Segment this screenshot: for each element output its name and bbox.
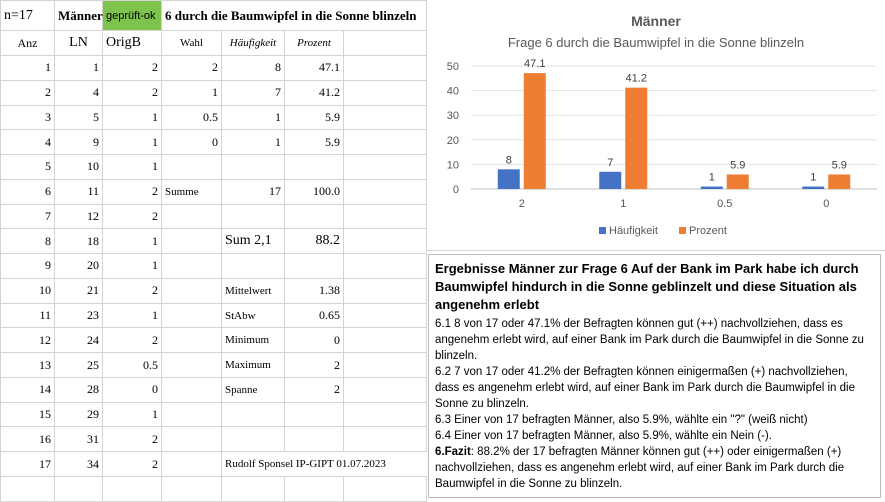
cell-anz[interactable]: 6 bbox=[1, 179, 55, 204]
chart-subtitle: Frage 6 durch die Baumwipfel in die Sonne blinzeln bbox=[507, 35, 805, 50]
results-summary-textbox[interactable] bbox=[428, 254, 881, 498]
cell-empty[interactable] bbox=[162, 452, 222, 477]
cell-haeufigkeit[interactable]: 8 bbox=[222, 55, 285, 80]
cell-empty[interactable] bbox=[344, 278, 427, 303]
cell-wahl[interactable]: 1 bbox=[162, 80, 222, 105]
table-row bbox=[1, 328, 427, 353]
table-row bbox=[1, 80, 427, 105]
summary-paragraph: 6.4 Einer von 17 befragten Männer, also 5.9%, wählte ein Nein (-). bbox=[435, 430, 772, 442]
cell-prozent[interactable]: 41.2 bbox=[285, 80, 344, 105]
cell-ln[interactable]: 31 bbox=[55, 427, 103, 452]
cell-origb[interactable]: 2 bbox=[103, 204, 162, 229]
y-tick-label: 0 bbox=[452, 184, 459, 196]
cell-anz[interactable]: 14 bbox=[1, 377, 55, 402]
data-label: 5.9 bbox=[831, 159, 847, 172]
cell-n[interactable]: n=17 bbox=[1, 1, 55, 31]
cell-empty[interactable] bbox=[285, 155, 344, 180]
cell-anz[interactable]: 17 bbox=[1, 452, 55, 477]
cell-stat-label[interactable]: StAbw bbox=[222, 303, 285, 328]
cell-empty[interactable] bbox=[285, 204, 344, 229]
chart-y-axis bbox=[447, 61, 459, 196]
cell-origb[interactable]: 2 bbox=[103, 80, 162, 105]
y-tick-label: 50 bbox=[446, 61, 459, 73]
legend-label-prozent: Prozent bbox=[689, 225, 727, 237]
bar-prozent bbox=[625, 88, 647, 189]
conclusion-label: 6.Fazit bbox=[435, 446, 471, 458]
table-row bbox=[1, 179, 427, 204]
legend-label-haeufigkeit: Häufigkeit bbox=[609, 225, 658, 237]
cell-wahl[interactable]: 2 bbox=[162, 55, 222, 80]
cell-haeufigkeit[interactable]: 1 bbox=[222, 130, 285, 155]
x-tick-label: 0.5 bbox=[717, 198, 733, 210]
cell-prozent[interactable]: 47.1 bbox=[285, 55, 344, 80]
question-title: 6 durch die Baumwipfel in die Sonne blinzeln bbox=[165, 7, 417, 23]
cell-empty[interactable] bbox=[162, 155, 222, 180]
cell-origb[interactable]: 0.5 bbox=[103, 353, 162, 378]
cell-summe-p[interactable]: 100.0 bbox=[285, 179, 344, 204]
table-row bbox=[1, 105, 427, 130]
bar-chart[interactable] bbox=[426, 0, 885, 251]
cell-empty[interactable] bbox=[162, 229, 222, 254]
cell-ln[interactable]: 10 bbox=[55, 155, 103, 180]
cell-ln[interactable]: 29 bbox=[55, 402, 103, 427]
cell-empty[interactable] bbox=[162, 476, 222, 501]
cell-empty[interactable] bbox=[344, 303, 427, 328]
cell-empty[interactable] bbox=[162, 328, 222, 353]
summary-paragraph: 6.2 7 von 17 oder 41.2% der Befragten können einigermaßen (+) nachvollziehen, dass es angenehm erlebt wird, auf einer Bank im Park durch die Baumwipfel in die Sonne zu blinzeln. bbox=[435, 366, 855, 410]
table-row bbox=[1, 427, 427, 452]
table-row bbox=[1, 155, 427, 180]
y-tick-label: 10 bbox=[446, 159, 459, 172]
cell-stat-value[interactable]: 2 bbox=[285, 353, 344, 378]
cell-haeufigkeit[interactable]: 7 bbox=[222, 80, 285, 105]
cell-origb[interactable]: 2 bbox=[103, 55, 162, 80]
conclusion-text: : 88.2% der 17 befragten Männer können gut (++) oder einigermaßen (+) nachvollziehen, dass es angenehm erlebt wird, auf einer Bank im Park durch die Baumwipfel in die Sonne zu blinzeln. bbox=[435, 446, 845, 490]
cell-ln[interactable]: 25 bbox=[55, 353, 103, 378]
data-label: 8 bbox=[505, 154, 512, 167]
cell-haeufigkeit[interactable]: 1 bbox=[222, 105, 285, 130]
cell-ln[interactable]: 21 bbox=[55, 278, 103, 303]
bar-haeufigkeit bbox=[599, 172, 621, 189]
table-row bbox=[1, 377, 427, 402]
cell-author[interactable] bbox=[222, 452, 427, 477]
chart-legend bbox=[599, 225, 727, 237]
table-row bbox=[1, 204, 427, 229]
cell-anz[interactable]: 10 bbox=[1, 278, 55, 303]
spreadsheet-grid bbox=[0, 0, 427, 502]
cell-origb[interactable]: 2 bbox=[103, 278, 162, 303]
cell-empty[interactable] bbox=[344, 254, 427, 279]
cell-empty[interactable] bbox=[344, 402, 427, 427]
cell-empty[interactable] bbox=[162, 204, 222, 229]
chart-canvas bbox=[427, 0, 885, 250]
cell-origb[interactable]: 2 bbox=[103, 427, 162, 452]
table-row bbox=[1, 476, 427, 501]
cell-status-badge[interactable]: geprüft-ok bbox=[103, 1, 162, 31]
cell-anz[interactable]: 9 bbox=[1, 254, 55, 279]
cell-empty[interactable] bbox=[1, 476, 55, 501]
x-tick-label: 0 bbox=[823, 198, 830, 210]
cell-wahl[interactable]: 0.5 bbox=[162, 105, 222, 130]
col-header-prozent[interactable]: Prozent bbox=[285, 31, 344, 56]
author-credit: Rudolf Sponsel IP-GIPT 01.07.2023 bbox=[225, 458, 386, 471]
chart-bars bbox=[498, 58, 851, 189]
cell-ln[interactable]: 12 bbox=[55, 204, 103, 229]
table-row bbox=[1, 402, 427, 427]
cell-origb[interactable]: 1 bbox=[103, 105, 162, 130]
cell-empty[interactable] bbox=[285, 402, 344, 427]
cell-anz[interactable]: 7 bbox=[1, 204, 55, 229]
cell-origb[interactable]: 1 bbox=[103, 254, 162, 279]
bar-prozent bbox=[727, 174, 749, 189]
bar-prozent bbox=[828, 174, 850, 189]
cell-question-title[interactable] bbox=[162, 1, 427, 31]
cell-ln[interactable]: 11 bbox=[55, 179, 103, 204]
y-tick-label: 20 bbox=[446, 134, 459, 147]
data-label: 7 bbox=[607, 156, 614, 169]
cell-ln[interactable]: 23 bbox=[55, 303, 103, 328]
cell-ln[interactable]: 5 bbox=[55, 105, 103, 130]
summary-heading: Ergebnisse Männer zur Frage 6 Auf der Bank im Park habe ich durch Baumwipfel hindurch in die Sonne geblinzelt und diese Situation als angenehm erlebt bbox=[435, 261, 859, 312]
cell-stat-value[interactable]: 1.38 bbox=[285, 278, 344, 303]
cell-empty[interactable] bbox=[222, 476, 285, 501]
cell-empty[interactable] bbox=[344, 377, 427, 402]
legend-swatch-haeufigkeit bbox=[599, 227, 606, 234]
cell-origb[interactable]: 2 bbox=[103, 179, 162, 204]
summary-paragraph: 6.3 Einer von 17 befragten Männer, also 5.9%, wählte ein "?" (weiß nicht) bbox=[435, 414, 808, 426]
cell-empty[interactable] bbox=[344, 55, 427, 80]
cell-anz[interactable]: 1 bbox=[1, 55, 55, 80]
cell-empty[interactable] bbox=[344, 80, 427, 105]
data-label: 1 bbox=[708, 171, 715, 184]
bar-haeufigkeit bbox=[498, 169, 520, 189]
bar-prozent bbox=[524, 73, 546, 189]
cell-stat-value[interactable]: 2 bbox=[285, 377, 344, 402]
col-header-wahl[interactable]: Wahl bbox=[162, 31, 222, 56]
table-row bbox=[1, 229, 427, 254]
cell-empty[interactable] bbox=[285, 254, 344, 279]
cell-anz[interactable]: 11 bbox=[1, 303, 55, 328]
cell-origb[interactable]: 2 bbox=[103, 328, 162, 353]
cell-origb[interactable]: 2 bbox=[103, 452, 162, 477]
x-tick-label: 2 bbox=[518, 198, 525, 210]
cell-stat-label[interactable]: Mittelwert bbox=[222, 278, 285, 303]
cell-origb[interactable]: 0 bbox=[103, 377, 162, 402]
cell-empty[interactable] bbox=[162, 278, 222, 303]
cell-empty[interactable] bbox=[344, 31, 427, 56]
col-header-haeufigkeit[interactable]: Häufigkeit bbox=[222, 31, 285, 56]
cell-empty[interactable] bbox=[55, 476, 103, 501]
cell-origb[interactable]: 1 bbox=[103, 130, 162, 155]
y-tick-label: 30 bbox=[446, 110, 459, 123]
cell-stat-label[interactable]: Spanne bbox=[222, 377, 285, 402]
cell-stat-value[interactable]: 0.65 bbox=[285, 303, 344, 328]
data-label: 41.2 bbox=[625, 72, 647, 85]
cell-empty[interactable] bbox=[162, 254, 222, 279]
cell-empty[interactable] bbox=[285, 427, 344, 452]
cell-origb[interactable]: 1 bbox=[103, 155, 162, 180]
cell-ln[interactable]: 9 bbox=[55, 130, 103, 155]
cell-sum21-p[interactable]: 88.2 bbox=[285, 229, 344, 254]
cell-empty[interactable] bbox=[285, 476, 344, 501]
table-row bbox=[1, 353, 427, 378]
cell-wahl[interactable]: 0 bbox=[162, 130, 222, 155]
cell-empty[interactable] bbox=[222, 254, 285, 279]
cell-origb[interactable]: 1 bbox=[103, 303, 162, 328]
bar-haeufigkeit bbox=[701, 187, 723, 189]
cell-origb[interactable]: 1 bbox=[103, 229, 162, 254]
cell-anz[interactable]: 8 bbox=[1, 229, 55, 254]
cell-empty[interactable] bbox=[103, 476, 162, 501]
cell-empty[interactable] bbox=[162, 353, 222, 378]
cell-ln[interactable]: 18 bbox=[55, 229, 103, 254]
data-label: 1 bbox=[810, 171, 817, 184]
cell-sum21-label[interactable]: Sum 2,1 bbox=[222, 229, 285, 254]
cell-empty[interactable] bbox=[162, 427, 222, 452]
y-tick-label: 40 bbox=[446, 85, 459, 98]
cell-empty[interactable] bbox=[222, 402, 285, 427]
cell-empty[interactable] bbox=[222, 427, 285, 452]
cell-empty[interactable] bbox=[344, 229, 427, 254]
cell-empty[interactable] bbox=[162, 303, 222, 328]
cell-empty[interactable] bbox=[222, 204, 285, 229]
data-label: 47.1 bbox=[524, 58, 546, 71]
chart-title: Männer bbox=[631, 13, 681, 29]
col-header-origb[interactable]: OrigB bbox=[103, 31, 162, 56]
cell-empty[interactable] bbox=[162, 402, 222, 427]
cell-empty[interactable] bbox=[344, 155, 427, 180]
cell-anz[interactable]: 5 bbox=[1, 155, 55, 180]
cell-anz[interactable]: 16 bbox=[1, 427, 55, 452]
cell-empty[interactable] bbox=[344, 476, 427, 501]
data-label: 5.9 bbox=[730, 159, 746, 172]
col-header-anz[interactable]: Anz bbox=[1, 31, 55, 56]
cell-origb[interactable]: 1 bbox=[103, 402, 162, 427]
table-row bbox=[1, 130, 427, 155]
cell-stat-value[interactable]: 0 bbox=[285, 328, 344, 353]
x-tick-label: 1 bbox=[620, 198, 627, 210]
cell-empty[interactable] bbox=[344, 353, 427, 378]
table-row bbox=[1, 303, 427, 328]
table-row bbox=[1, 55, 427, 80]
cell-anz[interactable]: 4 bbox=[1, 130, 55, 155]
legend-swatch-prozent bbox=[679, 227, 686, 234]
cell-empty[interactable] bbox=[222, 155, 285, 180]
cell-ln[interactable]: 24 bbox=[55, 328, 103, 353]
cell-ln[interactable]: 20 bbox=[55, 254, 103, 279]
cell-empty[interactable] bbox=[344, 179, 427, 204]
cell-ln[interactable]: 28 bbox=[55, 377, 103, 402]
chart-x-axis bbox=[519, 198, 830, 210]
cell-anz[interactable]: 15 bbox=[1, 402, 55, 427]
cell-anz[interactable]: 12 bbox=[1, 328, 55, 353]
cell-empty[interactable] bbox=[344, 328, 427, 353]
summary-paragraph: 6.1 8 von 17 oder 47.1% der Befragten können gut (++) nachvollziehen, dass es angenehm erlebt wird, auf einer Bank im Park durch die Baumwipfel in die Sonne zu blinzeln. bbox=[435, 318, 864, 362]
cell-empty[interactable] bbox=[344, 427, 427, 452]
cell-ln[interactable]: 4 bbox=[55, 80, 103, 105]
table-row bbox=[1, 452, 427, 477]
cell-ln[interactable]: 34 bbox=[55, 452, 103, 477]
cell-stat-label[interactable]: Minimum bbox=[222, 328, 285, 353]
cell-summe-label[interactable]: Summe bbox=[162, 179, 222, 204]
summary-conclusion bbox=[435, 444, 874, 492]
col-header-ln[interactable]: LN bbox=[55, 31, 103, 56]
cell-summe-h[interactable]: 17 bbox=[222, 179, 285, 204]
cell-empty[interactable] bbox=[162, 377, 222, 402]
table-row bbox=[1, 254, 427, 279]
cell-anz[interactable]: 2 bbox=[1, 80, 55, 105]
cell-anz[interactable]: 13 bbox=[1, 353, 55, 378]
cell-ln[interactable]: 1 bbox=[55, 55, 103, 80]
bar-haeufigkeit bbox=[802, 187, 824, 189]
cell-group[interactable]: Männer bbox=[55, 1, 103, 31]
cell-prozent[interactable]: 5.9 bbox=[285, 105, 344, 130]
cell-empty[interactable] bbox=[344, 204, 427, 229]
cell-prozent[interactable]: 5.9 bbox=[285, 130, 344, 155]
cell-stat-label[interactable]: Maximum bbox=[222, 353, 285, 378]
cell-anz[interactable]: 3 bbox=[1, 105, 55, 130]
table-row bbox=[1, 278, 427, 303]
cell-empty[interactable] bbox=[344, 105, 427, 130]
cell-empty[interactable] bbox=[344, 130, 427, 155]
